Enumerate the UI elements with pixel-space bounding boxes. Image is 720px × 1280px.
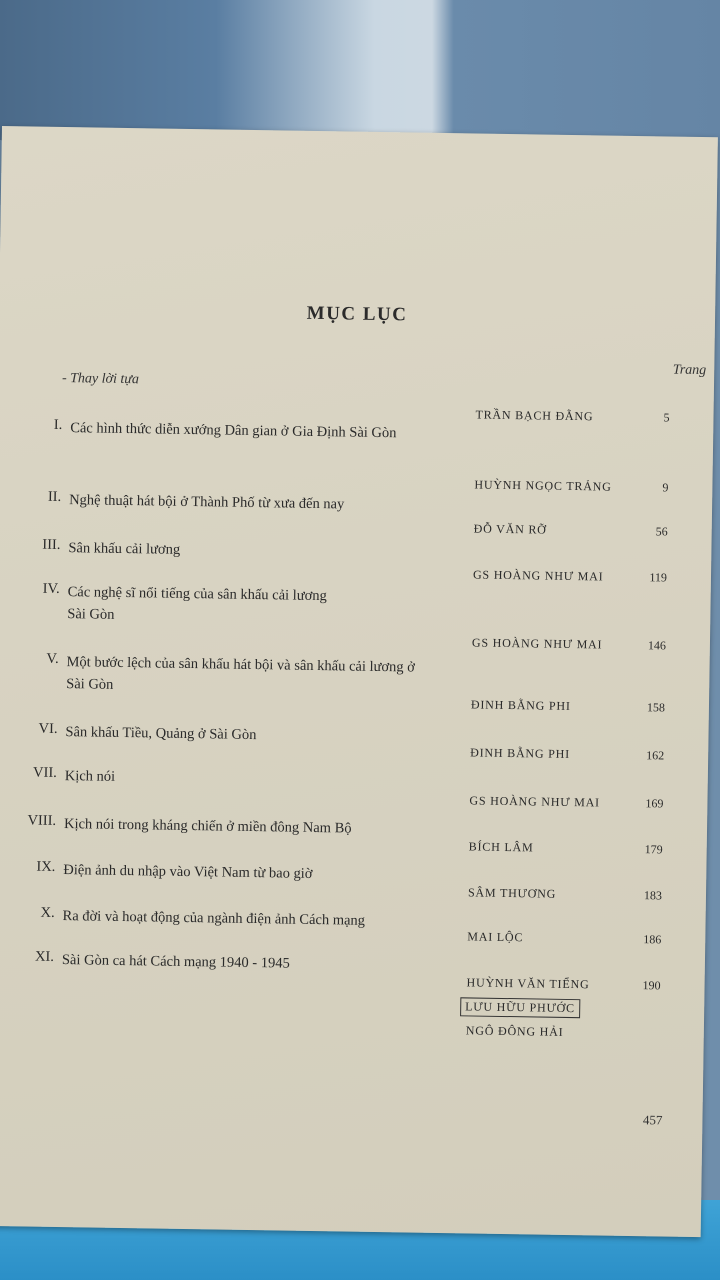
toc-entry <box>0 635 710 693</box>
entry-title: Kịch nói trong kháng chiến ở miền đông Nam Bộ <box>63 816 352 837</box>
entry-author: ĐỖ VĂN RỠ <box>473 521 547 537</box>
entry-numeral: II. <box>47 488 62 505</box>
entry-title: Các hình thức diễn xướng Dân gian ở Gia Định Sài Gòn <box>70 420 397 442</box>
entry-author: TRẦN BẠCH ĐẰNG <box>475 407 594 424</box>
entry-title: Kịch nói <box>64 768 116 785</box>
entry-page: 186 <box>643 932 662 947</box>
entry-numeral: V. <box>46 650 59 667</box>
entry-author: SÂM THƯƠNG <box>467 885 557 901</box>
book-page <box>0 126 718 1237</box>
entry-author: BÍCH LÂM <box>468 839 534 855</box>
toc-entry <box>0 839 706 882</box>
toc-entry <box>0 885 706 929</box>
toc-entry <box>0 793 707 837</box>
entry-page: 183 <box>643 888 663 903</box>
entry-page: 158 <box>646 700 666 715</box>
toc-entry <box>0 521 711 558</box>
entry-author: HUỲNH NGỌC TRẢNG <box>474 477 612 494</box>
entry-numeral: XI. <box>34 948 55 965</box>
toc-entry <box>0 567 711 623</box>
extra-author-page: 190 <box>642 978 661 993</box>
entry-author: ĐINH BẰNG PHI <box>470 697 571 714</box>
toc-entry <box>0 745 708 785</box>
entry-page: 9 <box>662 480 669 495</box>
extra-author: HUỲNH VĂN TIỂNG <box>466 975 590 992</box>
background-wall <box>0 0 720 140</box>
entry-numeral: I. <box>53 416 63 433</box>
entry-page: 119 <box>649 570 668 585</box>
toc-entry <box>0 407 713 442</box>
entry-page: 179 <box>644 842 663 857</box>
entry-page: 5 <box>663 410 670 425</box>
entry-title: Sân khấu cải lương <box>68 540 181 558</box>
page-title: MỤC LỤC <box>306 302 408 326</box>
preface-entry: - Thay lời tựa <box>61 370 140 388</box>
toc-entry <box>0 477 712 513</box>
entry-page: 146 <box>647 638 667 653</box>
entry-author: GS HOÀNG NHƯ MAI <box>471 635 603 652</box>
entry-numeral: IV. <box>42 580 60 597</box>
entry-page: 169 <box>645 796 664 811</box>
entry-author: GS HOÀNG NHƯ MAI <box>472 567 604 584</box>
entry-author: GS HOÀNG NHƯ MAI <box>469 793 601 810</box>
entry-title: Sài Gòn ca hát Cách mạng 1940 - 1945 <box>61 952 290 972</box>
page-number: 457 <box>642 1112 663 1128</box>
entry-numeral: III. <box>42 536 61 553</box>
entry-page: 162 <box>646 748 665 763</box>
entry-page: 56 <box>655 524 668 539</box>
entry-numeral: IX. <box>36 858 56 875</box>
entry-numeral: VII. <box>32 764 57 781</box>
entry-title: Ra đời và hoạt động của ngành điện ảnh Cách mạng <box>62 908 366 929</box>
entry-title: Một bước lệch của sân khấu hát bội và sân khấu cải lương ở Sài Gòn <box>66 654 416 693</box>
toc-entry <box>0 697 709 744</box>
entry-numeral: X. <box>40 904 55 921</box>
entry-author: ĐINH BẰNG PHI <box>470 745 571 761</box>
entry-title: Sân khấu Tiều, Quảng ở Sài Gòn <box>65 724 257 744</box>
page-column-label: Trang <box>672 362 707 379</box>
entry-title: Nghệ thuật hát bội ở Thành Phố từ xưa đến nay <box>69 492 345 513</box>
entry-title: Điện ảnh du nhập vào Việt Nam từ bao giờ <box>63 862 313 882</box>
entry-numeral: VIII. <box>27 812 57 829</box>
extra-author-boxed: LƯU HỮU PHƯỚC <box>460 997 580 1018</box>
extra-author: NGÔ ĐÔNG HẢI <box>465 1023 564 1039</box>
toc-entry <box>0 929 705 972</box>
entry-title: Các nghệ sĩ nổi tiếng của sân khấu cải lương Sài Gòn <box>67 584 327 623</box>
entry-author: MAI LỘC <box>467 929 524 945</box>
entry-numeral: VI. <box>38 720 58 737</box>
